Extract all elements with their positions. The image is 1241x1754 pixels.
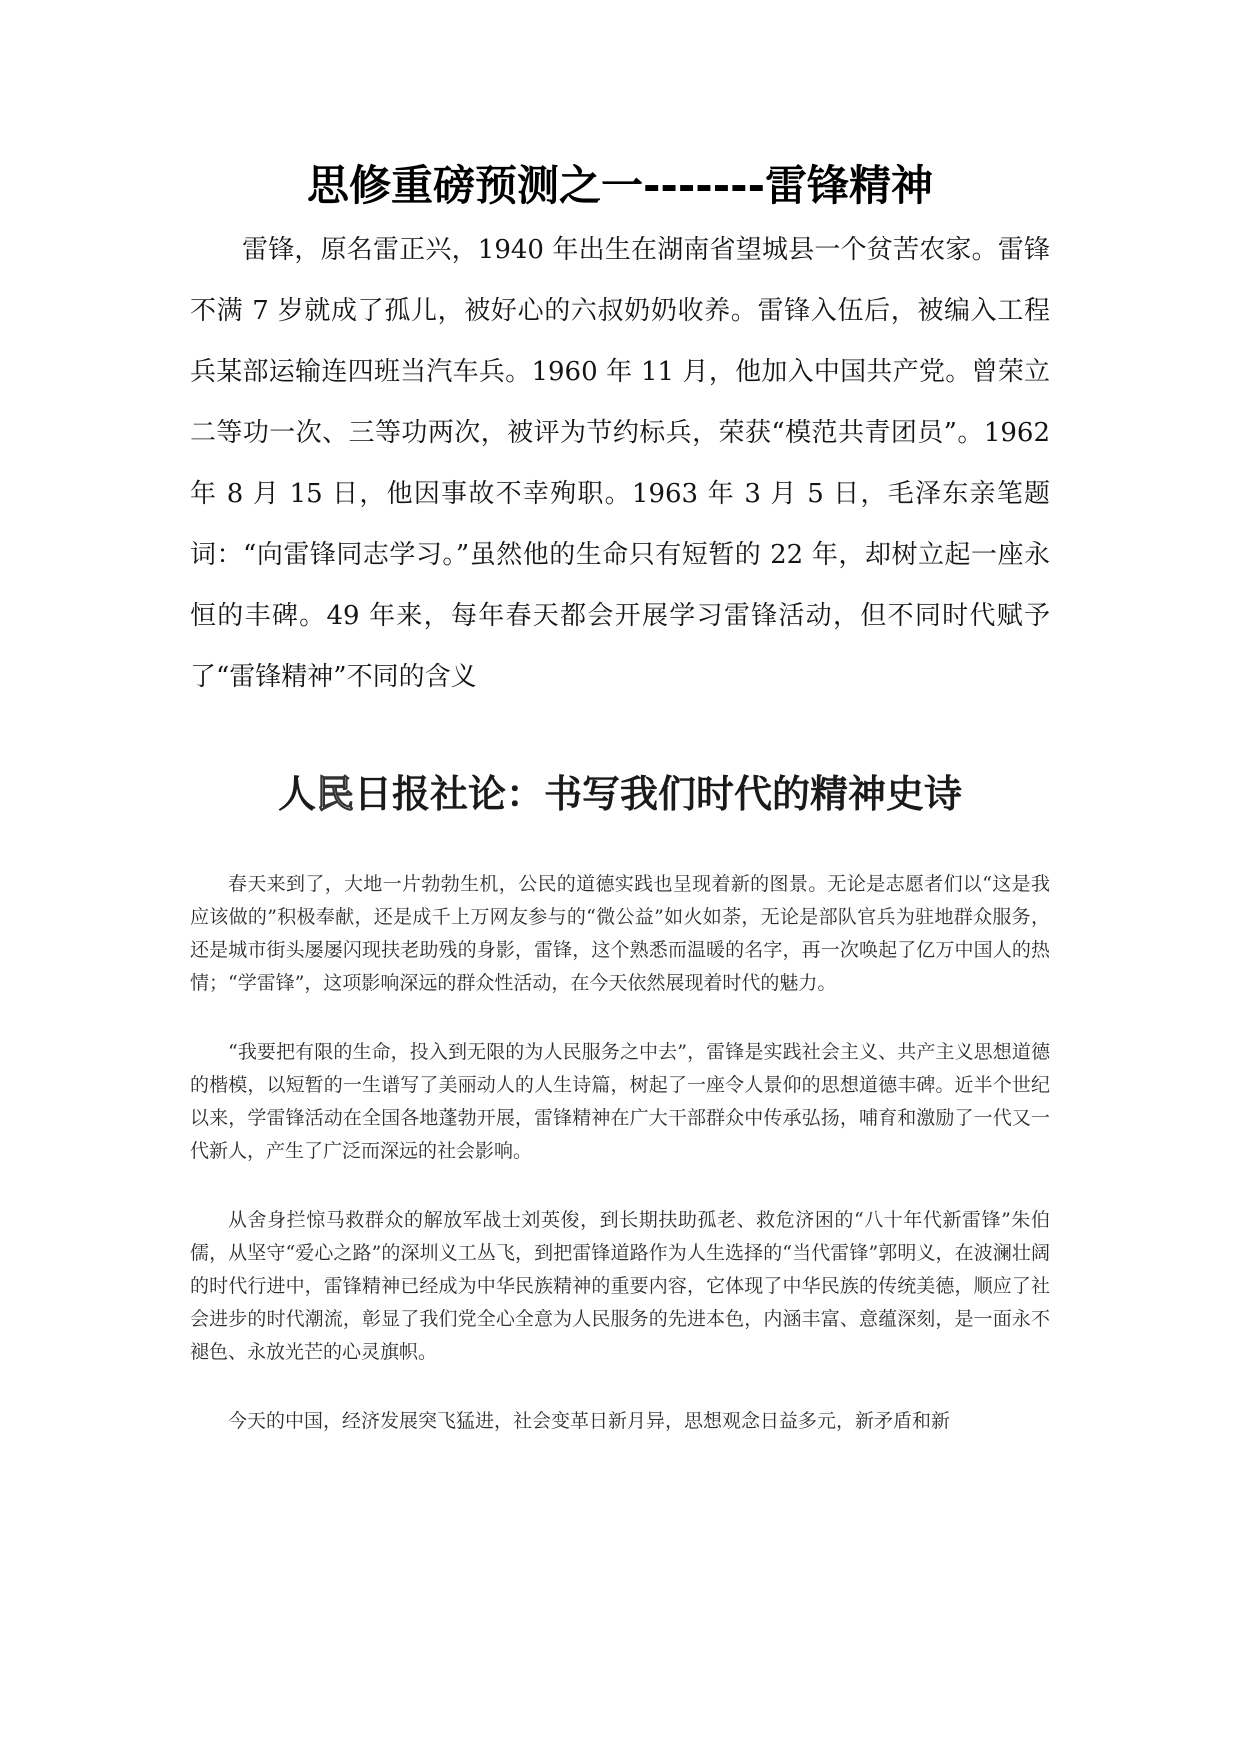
editorial-title — [190, 766, 1050, 822]
document-page — [190, 140, 1050, 1438]
editorial-title-outlined-char: 民 — [315, 772, 354, 816]
editorial-paragraph-4: 今天的中国，经济发展突飞猛进，社会变革日新月异，思想观念日益多元，新矛盾和新 — [228, 1410, 951, 1432]
editorial-paragraph-2: “我要把有限的生命，投入到无限的为人民服务之中去”，雷锋是实践社会主义、共产主义思想道德的楷模，以短暂的一生谱写了美丽动人的人生诗篇，树起了一座令人景仰的思想道德丰碑。近半个世纪以来，学雷锋活动在全国各地蓬勃开展，雷锋精神在广大干部群众中传承弘扬，哺育和激励了一代又一代新人，产生了广泛而深远的社会影响。 — [190, 1041, 1050, 1162]
document-title: 思修重磅预测之一-------雷锋精神 — [306, 161, 934, 210]
editorial-paragraph-1: 春天来到了，大地一片勃勃生机，公民的道德实践也呈现着新的图景。无论是志愿者们以“这是我应该做的”积极奉献，还是成千上万网友参与的“微公益”如火如荼，无论是部队官兵为驻地群众服务，还是城市街头屡屡闪现扶老助残的身影，雷锋，这个熟悉而温暖的名字，再一次唤起了亿万中国人的热情；“学雷锋”，这项影响深远的群众性活动，在今天依然展现着时代的魅力。 — [190, 873, 1050, 994]
editorial-title-part3: 日报社论：书写我们时代的精神史诗 — [354, 772, 963, 816]
editorial-title-part1: 人 — [277, 772, 316, 816]
intro-paragraph: 雷锋，原名雷正兴，1940 年出生在湖南省望城县一个贫苦农家。雷锋不满 7 岁就成了孤儿，被好心的六叔奶奶收养。雷锋入伍后，被编入工程兵某部运输连四班当汽车兵。1960 年 11 月，他加入中国共产党。曾荣立二等功一次、三等功两次，被评为节约标兵，荣获“模范共青团员”。1962 年 8 月 15 日，他因事故不幸殉职。1963 年 3 月 5 日，毛泽东亲笔题词：“向雷锋同志学习。”虽然他的生命只有短暂的 22 年，却树立起一座永恒的丰碑。49 年来，每年春天都会开展学习雷锋活动，但不同时代赋予了“雷锋精神”不同的含义 — [190, 235, 1050, 692]
editorial-paragraph-3: 从舍身拦惊马救群众的解放军战士刘英俊，到长期扶助孤老、救危济困的“八十年代新雷锋”朱伯儒，从坚守“爱心之路”的深圳义工丛飞，到把雷锋道路作为人生选择的“当代雷锋”郭明义，在波澜壮阔的时代行进中，雷锋精神已经成为中华民族精神的重要内容，它体现了中华民族的传统美德，顺应了社会进步的时代潮流，彰显了我们党全心全意为人民服务的先进本色，内涵丰富、意蕴深刻，是一面永不褪色、永放光芒的心灵旗帜。 — [190, 1209, 1050, 1363]
